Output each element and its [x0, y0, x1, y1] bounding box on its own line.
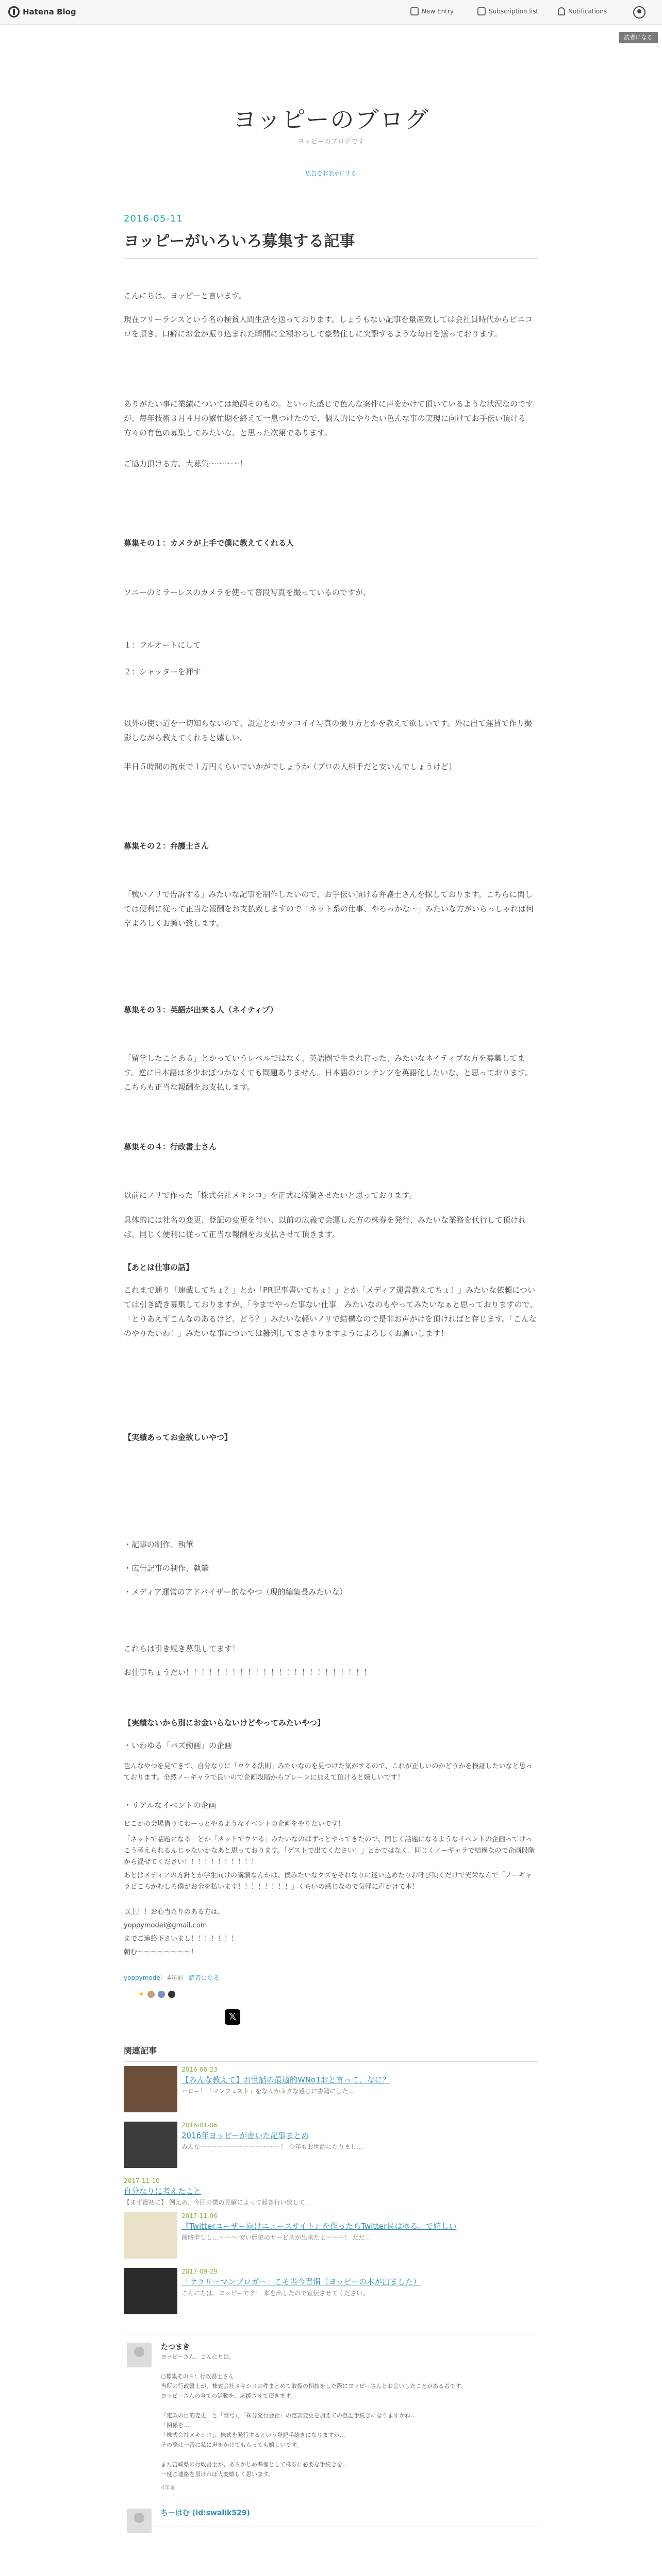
related-item[interactable] [124, 2212, 538, 2262]
comment [124, 2334, 538, 2500]
comments-section [124, 2334, 538, 2527]
section3-heading: 募集その３：英語が出来る人（ネイティブ） [124, 1005, 278, 1014]
bell-icon [558, 7, 565, 15]
commenter-name[interactable]: たつまき [161, 2343, 190, 2351]
section1-list-item: ２：シャッターを押す [124, 667, 201, 676]
related-date: 2017-11-10 [124, 2177, 160, 2184]
hide-ads-label: 広告を非表示にする [306, 170, 357, 178]
x-share-button[interactable]: 𝕏 [225, 2009, 240, 2025]
hatena-blog-logo[interactable] [8, 6, 76, 18]
related-heading: 関連記事 [124, 2044, 538, 2062]
comment-line [161, 2450, 538, 2460]
section6-list-item: ・広告記事の制作、執筆 [124, 1564, 209, 1573]
section6-text: これらは引き続き募集してます！ [124, 1644, 240, 1653]
section4-heading: 募集その４：行政書士さん [124, 1142, 217, 1151]
related-date: 2017-09-29 [181, 2268, 218, 2275]
related-title[interactable]: 自分なりに考えたこと [124, 2187, 202, 2196]
new-entry-button[interactable] [410, 7, 454, 15]
user-menu-icon[interactable] [633, 6, 646, 19]
section2-text: 「戦いノリで告訴する」みたいな記事を制作したいので、お手伝い頂ける弁護士さんを探しております。こちらに関しては便利に従って正当な報酬をお支払致しますので「ネット系の仕事、やろっかな〜」みたいな方がいらっしゃれば何卒よろしくお願い致します。 [124, 890, 534, 928]
intro-paragraph-3: ご協力頂ける方、大募集〜〜〜〜！ [124, 459, 248, 468]
section4-text: 以前にノリで作った「株式会社メキシコ」を正式に稼働させたいと思っております。 [124, 1191, 417, 1200]
entry-time[interactable]: 4年前 [167, 1974, 184, 1981]
pencil-icon [410, 7, 419, 15]
related-item[interactable] [124, 2268, 538, 2317]
intro-paragraph-1: 現在フリーランスという名の極貧人間生活を送っております。しょうもない記事を量産致しては会社員時代からビニコロを頂き、口癖にお金が振り込まれた瞬間に全額おろして豪勢住しに突撃するような毎日を送っております。 [124, 315, 533, 338]
section4-text2: 具体的には社名の変更、登記の変更を行い、以前の広義で会運した方の株券を発行、みたいな業務を代行して頂ければ。同じく便利に従って正当な報酬をお支払させて頂きます。 [124, 1215, 526, 1239]
intro-paragraph-2: ありがたい事に業績については絶調そのもの。といった感じで色んな案件に声をかけて頂いているような状況なのですが、毎年技術３月４月の繁忙期を終えて一息つけたので、個人的にやりたい色んな事の実現に向けてお手伝い頂ける方々の有色の募集してみたいな、と思った次第であります。 [124, 399, 534, 437]
star-user-avatar[interactable] [147, 1991, 155, 1998]
entry-title[interactable]: ヨッピーがいろいろ募集する記事 [124, 228, 538, 259]
comment-date[interactable]: 4年前 [161, 2484, 176, 2491]
related-title[interactable]: 2016年ヨッピーが書いた記事まとめ [181, 2131, 309, 2140]
notifications-label: Notifications [568, 8, 607, 15]
comment-line [161, 2401, 538, 2411]
comment-line: 「株式会社メキシコ」、株式を発行するという登記手続きになりますか… [161, 2432, 345, 2438]
entry-date[interactable]: 2016-05-11 [124, 213, 183, 224]
section1-text2: 以外の使い道を一切知らないので、設定とかカッコイイ写真の撮り方とかを教えて欲しいです。外に出て運賃で作り撮影しながら教えてくれると嬉しい。 [124, 719, 533, 742]
entry-header [124, 213, 538, 259]
blog-title[interactable]: ヨッピーのブログ [233, 106, 429, 133]
list-icon [477, 7, 486, 15]
section7-text4: あとはメディアの方針とか学生向けの講演なんかは、僕みたいなクズをそれなりに迷い込めたりお呼び頂くだけで光栄なんで「ノーギャラどころかむしろ僕がお金を払います！！！！！！！！」くらいの感じなので気軽に声かけて木！ [124, 1872, 532, 1891]
section1-heading: 募集その１：カメラが上手で僕に教えてくれる人 [124, 538, 294, 548]
related-date: 2017-11-06 [181, 2212, 218, 2219]
contact-email[interactable]: yoppymodel@gmail.com [124, 1922, 207, 1929]
author-link[interactable]: yoppymodel [124, 1974, 162, 1981]
subscription-list-label: Subscription list [489, 8, 538, 15]
related-item[interactable] [124, 2122, 538, 2171]
closing-line: 以上！！お心当たりのある方は、 [124, 1908, 225, 1916]
comment-line: ヨッピーさん、こんにちは。 [161, 2353, 235, 2360]
subscription-list-button[interactable] [477, 7, 538, 15]
notifications-button[interactable] [558, 7, 607, 15]
section6-heading: 【実績あってお金欲しいやつ】 [124, 1433, 232, 1442]
intro-greeting: こんにちは、ヨッピーと言います。 [124, 291, 246, 300]
related-snippet: 前略申しし…〜〜〜 安い歴史のサービスが出来たよ〜〜〜！ ただ… [181, 2234, 371, 2241]
comment [124, 2500, 538, 2527]
commenter-avatar[interactable] [127, 2509, 152, 2533]
related-thumbnail[interactable] [124, 2066, 177, 2112]
section1-list-item: １：フルオートにして [124, 640, 201, 650]
blog-description: ヨッピーのブログです [297, 138, 365, 146]
related-thumbnail[interactable] [124, 2268, 177, 2314]
section5-heading: 【あとは仕事の話】 [124, 1263, 194, 1272]
related-snippet: 【まず最初に】 例えの、今回の僕の見解によって起き行い致して… [124, 2199, 311, 2206]
subscribe-reader-button[interactable]: 読者になる [619, 32, 658, 43]
related-snippet: みんな〜〜〜〜〜〜〜〜〜〜〜〜〜！ 今年もお世話になりまし… [181, 2143, 363, 2150]
comment-line: 一度ご連絡を頂ければ大変嬉しく思います。 [161, 2471, 274, 2478]
section7-list-item: ・いわゆる「バズ動画」の企画 [124, 1741, 233, 1750]
section5-text: これまで通り「連載してちょ？」とか「PR記事書いてちょ！」とか「メディア運営教えてちょ！」みたいな依頼については引き続き募集しておりますが、「今までやった事ない仕事」みたいなのもやってみたいなぁと思っておりますので、「とりあえずこんなのあるけど、どう？」みたいな軽いノリで結構なので是非お声がけを頂ければと存じます。「こんなのやりたいわ！」みたいな事については雑判してまさまりますようによろしくお願いします！ [124, 1285, 538, 1338]
comment-line [161, 2362, 538, 2371]
closing-line: 朝む〜〜〜〜〜〜〜〜！ [124, 1948, 198, 1956]
commenter-name[interactable]: ちーはむ (id:swalik529) [161, 2509, 250, 2517]
section7-text3: 「ネットで話題になる」とか「ネットでウケる」みたいなのはずっとやってきたので、同じく話題になるようなイベントの企画ってけっこう考えられるんじゃないかなあと思っております。「ゲストで出てください！」とかではなく、同じくノーギャラで結構なので企画段階から混ぜてください！！！！！！！！！！！ [124, 1836, 535, 1866]
closing-line: までご連絡下さいまし！！！！！！！ [124, 1935, 238, 1943]
star-user-avatar[interactable] [158, 1991, 165, 1998]
comment-line: 「関係を…」 [161, 2422, 195, 2429]
add-star-icon[interactable]: ★ [138, 1990, 144, 1998]
logo-text: Hatena Blog [23, 7, 76, 16]
related-title[interactable]: 「サラリーマンブロガー」こそ当今習慣（ヨッピーの本が出ました） [181, 2277, 421, 2286]
comment-line: その際は一番に私に声をかけてもらっても嬉しいです。 [161, 2442, 303, 2448]
subscribe-link[interactable]: 読者になる [188, 1974, 220, 1981]
section2-heading: 募集その２：弁護士さん [124, 841, 209, 851]
related-snippet: こんにちは。ヨッピーです！ 本を出したので宣伝させてください。 [181, 2290, 369, 2297]
related-item[interactable] [124, 2066, 538, 2115]
new-entry-label: New Entry [422, 8, 454, 15]
section7-list-item: ・リアルなイベントの企画 [124, 1801, 217, 1810]
star-user-avatar[interactable] [168, 1991, 175, 1998]
related-date: 2016-01-06 [181, 2122, 218, 2129]
comment-line: ヨッピーさんの全ての活動を、応援させて頂きます。 [161, 2393, 296, 2399]
comment-line: 当所の行政書士が、株式会社メキシコの件まとめて取扱の相談をした際にヨッピーさんとお会いしたことがある者です。 [161, 2383, 467, 2389]
section7-text2: ビこかの会場借りてわーっとやるようなイベントの企画をやりたいです！ [124, 1820, 345, 1828]
related-thumbnail[interactable] [124, 2212, 177, 2259]
section1-text3: 半日５時間の拘束で１万円くらいでいかがでしょうか（プロの人相手だと安いんでしょうけど） [124, 762, 457, 771]
entry-meta [124, 1973, 538, 1982]
related-title[interactable]: 『Twitterユーザー向けニュースサイト』を作ったらTwitter民はゆる。で嬉しい [181, 2222, 457, 2231]
related-item[interactable] [124, 2177, 538, 2206]
section6-list-item: ・記事の制作、執筆 [124, 1540, 194, 1549]
hatena-logo-icon [8, 6, 20, 18]
hide-ads-link[interactable] [0, 169, 662, 177]
section1-text: ソニーのミラーレスのカメラを使って普段写真を撮っているのですが、 [124, 588, 371, 597]
global-header [0, 0, 662, 25]
related-thumbnail[interactable] [124, 2122, 177, 2168]
section7-heading: 【実績ないから別にお金いらないけどやってみたいやつ】 [124, 1718, 325, 1727]
related-title[interactable]: 【みんな教えて】お世話の最適的WNo1おと言って、なに？ [181, 2075, 390, 2084]
related-date: 2016-06-23 [181, 2066, 218, 2073]
star-row [138, 1991, 553, 1998]
section6-text2: お仕事ちょうだい！！！！！！！！！！！！！！！！！！！！！！！！ [124, 1668, 372, 1677]
comment-line: 「定款の目的変更」と「商号」、「株券発行会社」の定款変更を加えての登記手続きになりますかね… [161, 2412, 416, 2419]
section3-text: 「留学したことある」とかっていうレベルではなく、英語圏で生まれ育った、みたいなネイティブな方を募集してます。逆に日本語は多少おぼつかなくても問題ありません。日本語のコンテンツを英語化したいな、と思っております。こちらも正当な報酬をお支払します。 [124, 1054, 533, 1092]
section6-list-item: ・メディア運営のアドバイザー的なやつ（現的編集長みたいな） [124, 1587, 347, 1597]
comment-line: ○募集その４：行政書士さん [161, 2373, 234, 2380]
related-snippet: ハロー！「マンフェスト」をなんかネタな感じに書籍にした… [181, 2088, 355, 2095]
comment-line: また宮崎県の行政書士が、あらかじめ準備として株券に必要な手続きを… [161, 2461, 348, 2468]
commenter-avatar[interactable] [127, 2343, 152, 2367]
section7-text: 色んなやつを見てきて、自分なりに「ウケる法則」みたいなのを見つけた気がするので、これが正しいのかどうかを検証したいなと思っております。全然ノーギャラで良いので企画段階からブレーンに加えて頂けると嬉しいです！ [124, 1762, 533, 1782]
